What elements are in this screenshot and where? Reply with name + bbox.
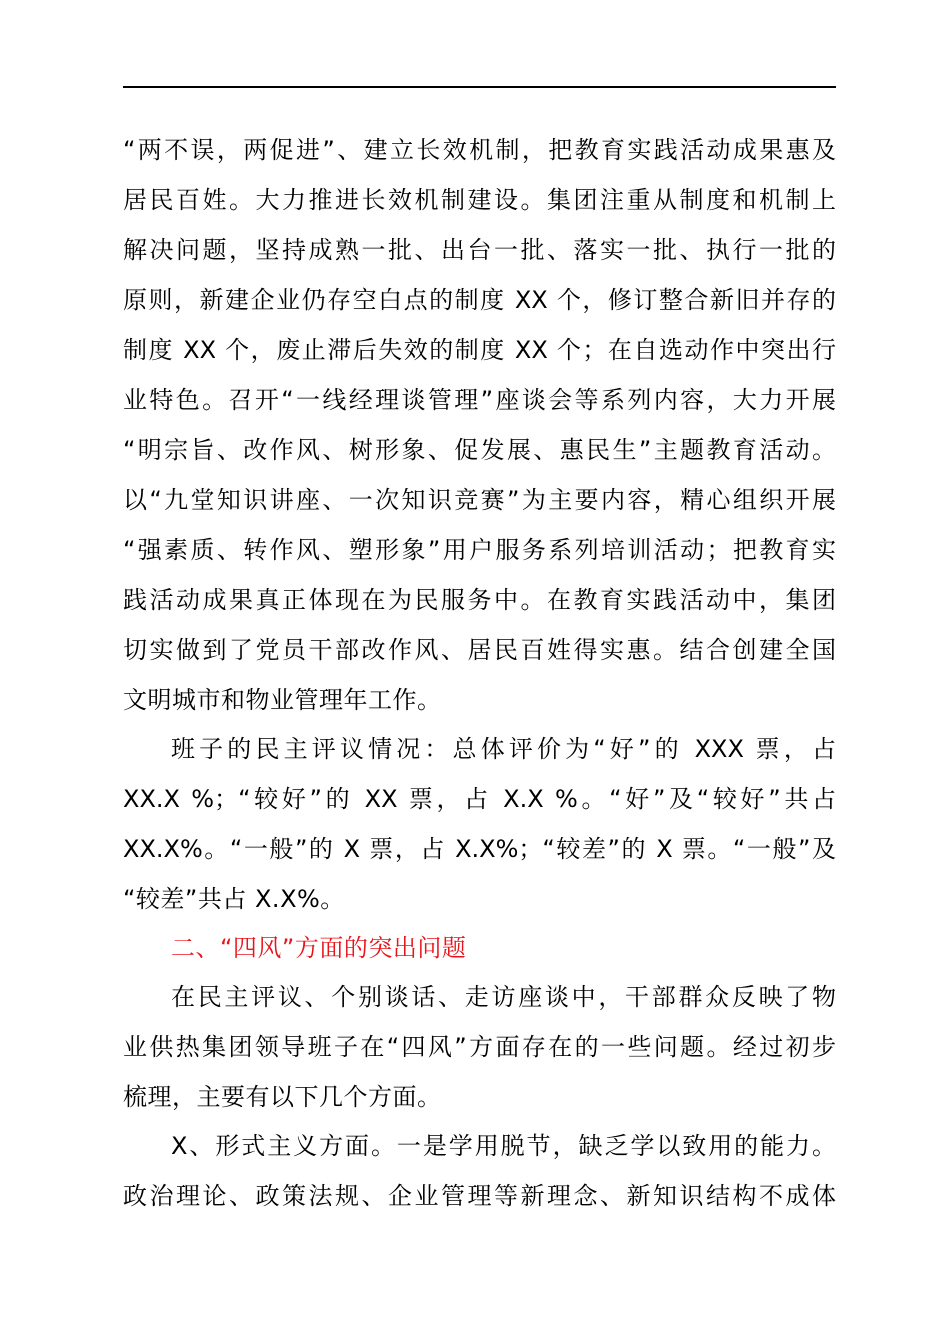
body-text-line: “强素质、转作风、塑形象”用户服务系列培训活动；把教育实 bbox=[123, 536, 836, 564]
body-text-line: 制度 XX 个，废止滞后失效的制度 XX 个；在自选动作中突出行 bbox=[123, 336, 836, 364]
header-rule bbox=[123, 86, 836, 88]
body-text-line: “两不误，两促进”、建立长效机制，把教育实践活动成果惠及 bbox=[123, 136, 836, 164]
body-text-line: 梳理，主要有以下几个方面。 bbox=[123, 1083, 442, 1111]
body-text-line: “较差”共占 X.X%。 bbox=[123, 885, 345, 913]
body-text-line: 切实做到了党员干部改作风、居民百姓得实惠。结合创建全国 bbox=[123, 636, 836, 664]
body-text-line: X、形式主义方面。一是学用脱节，缺乏学以致用的能力。 bbox=[171, 1132, 836, 1160]
body-text-line: 践活动成果真正体现在为民服务中。在教育实践活动中，集团 bbox=[123, 586, 836, 614]
body-text-line: 以“九堂知识讲座、一次知识竞赛”为主要内容，精心组织开展 bbox=[123, 486, 836, 514]
section-heading: 二、“四风”方面的突出问题 bbox=[171, 934, 467, 962]
body-text-line: 居民百姓。大力推进长效机制建设。集团注重从制度和机制上 bbox=[123, 186, 836, 214]
body-text-line: 政治理论、政策法规、企业管理等新理念、新知识结构不成体 bbox=[123, 1182, 836, 1210]
body-text-line: “明宗旨、改作风、树形象、促发展、惠民生”主题教育活动。 bbox=[123, 436, 836, 464]
body-text-line: 原则，新建企业仍存空白点的制度 XX 个，修订整合新旧并存的 bbox=[123, 286, 836, 314]
body-text-line: 在民主评议、个别谈话、走访座谈中，干部群众反映了物 bbox=[171, 983, 836, 1011]
body-text-line: XX.X %；“较好”的 XX 票，占 X.X %。“好”及“较好”共占 bbox=[123, 785, 836, 813]
body-text-line: 解决问题，坚持成熟一批、出台一批、落实一批、执行一批的 bbox=[123, 236, 836, 264]
body-text-line: XX.X%。“一般”的 X 票，占 X.X%；“较差”的 X 票。“一般”及 bbox=[123, 835, 836, 863]
body-text-line: 班子的民主评议情况：总体评价为“好”的 XXX 票，占 bbox=[171, 735, 836, 763]
body-text-line: 文明城市和物业管理年工作。 bbox=[123, 686, 442, 714]
body-text-line: 业供热集团领导班子在“四风”方面存在的一些问题。经过初步 bbox=[123, 1033, 836, 1061]
body-text-line: 业特色。召开“一线经理谈管理”座谈会等系列内容，大力开展 bbox=[123, 386, 836, 414]
